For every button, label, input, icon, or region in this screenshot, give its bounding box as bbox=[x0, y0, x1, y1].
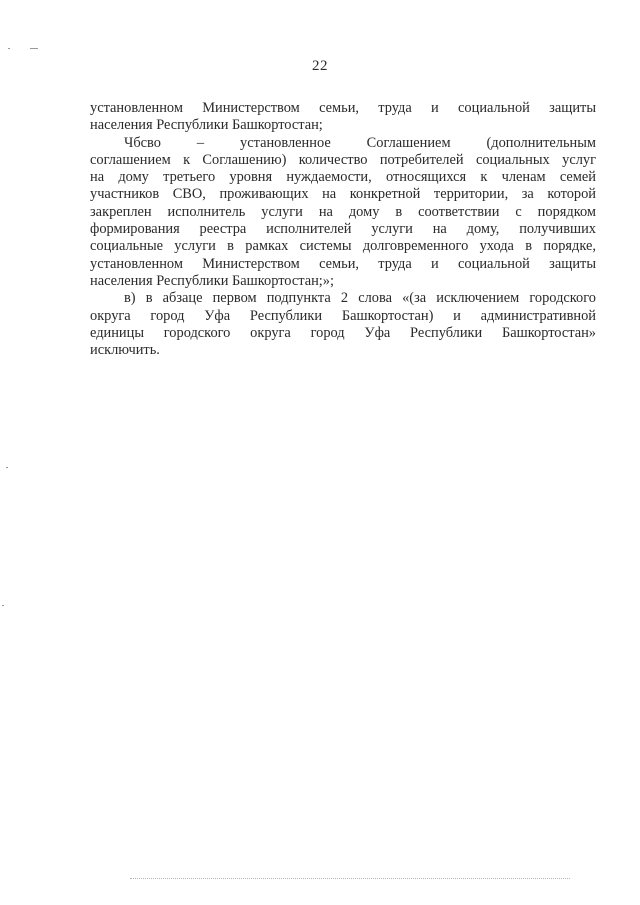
scan-mark bbox=[8, 48, 10, 49]
paragraph-continuation bbox=[90, 100, 596, 135]
text-line: на дому третьего уровня нуждаемости, относящихся к членам семей bbox=[90, 169, 596, 186]
scan-mark bbox=[30, 48, 38, 49]
text-line: округа город Уфа Республики Башкортостан) и административной bbox=[90, 307, 596, 324]
paragraph-subitem-v bbox=[90, 290, 596, 359]
text-line: формирования реестра исполнителей услуги на дому, получивших bbox=[90, 221, 596, 238]
text-line: социальные услуги в рамках системы долговременного ухода в порядке, bbox=[90, 238, 596, 255]
document-body bbox=[90, 100, 596, 359]
text-line: населения Республики Башкортостан;»; bbox=[90, 272, 334, 289]
text-line: соглашением к Соглашению) количество потребителей социальных услуг bbox=[90, 151, 596, 168]
scan-mark bbox=[2, 605, 4, 606]
scan-footer-noise bbox=[130, 878, 570, 880]
text-line: в) в абзаце первом подпункта 2 слова «(за исключением городского bbox=[124, 290, 596, 307]
text-line: установленном Министерством семьи, труда и социальной защиты bbox=[90, 100, 596, 116]
paragraph-chbsvo-definition bbox=[90, 135, 596, 291]
text-line: установленном Министерством семьи, труда и социальной защиты bbox=[90, 255, 596, 272]
text-line: Чбсво – установленное Соглашением (дополнительным bbox=[124, 134, 596, 151]
text-line: закреплен исполнитель услуги на дому в соответствии с порядком bbox=[90, 203, 596, 220]
text-line: населения Республики Башкортостан; bbox=[90, 117, 323, 134]
page-number: 22 bbox=[312, 58, 328, 74]
scan-mark bbox=[6, 467, 8, 468]
text-line: участников СВО, проживающих на конкретной территории, за которой bbox=[90, 186, 596, 203]
text-line: исключить. bbox=[90, 342, 160, 359]
text-line: единицы городского округа город Уфа Республики Башкортостан» bbox=[90, 324, 596, 341]
